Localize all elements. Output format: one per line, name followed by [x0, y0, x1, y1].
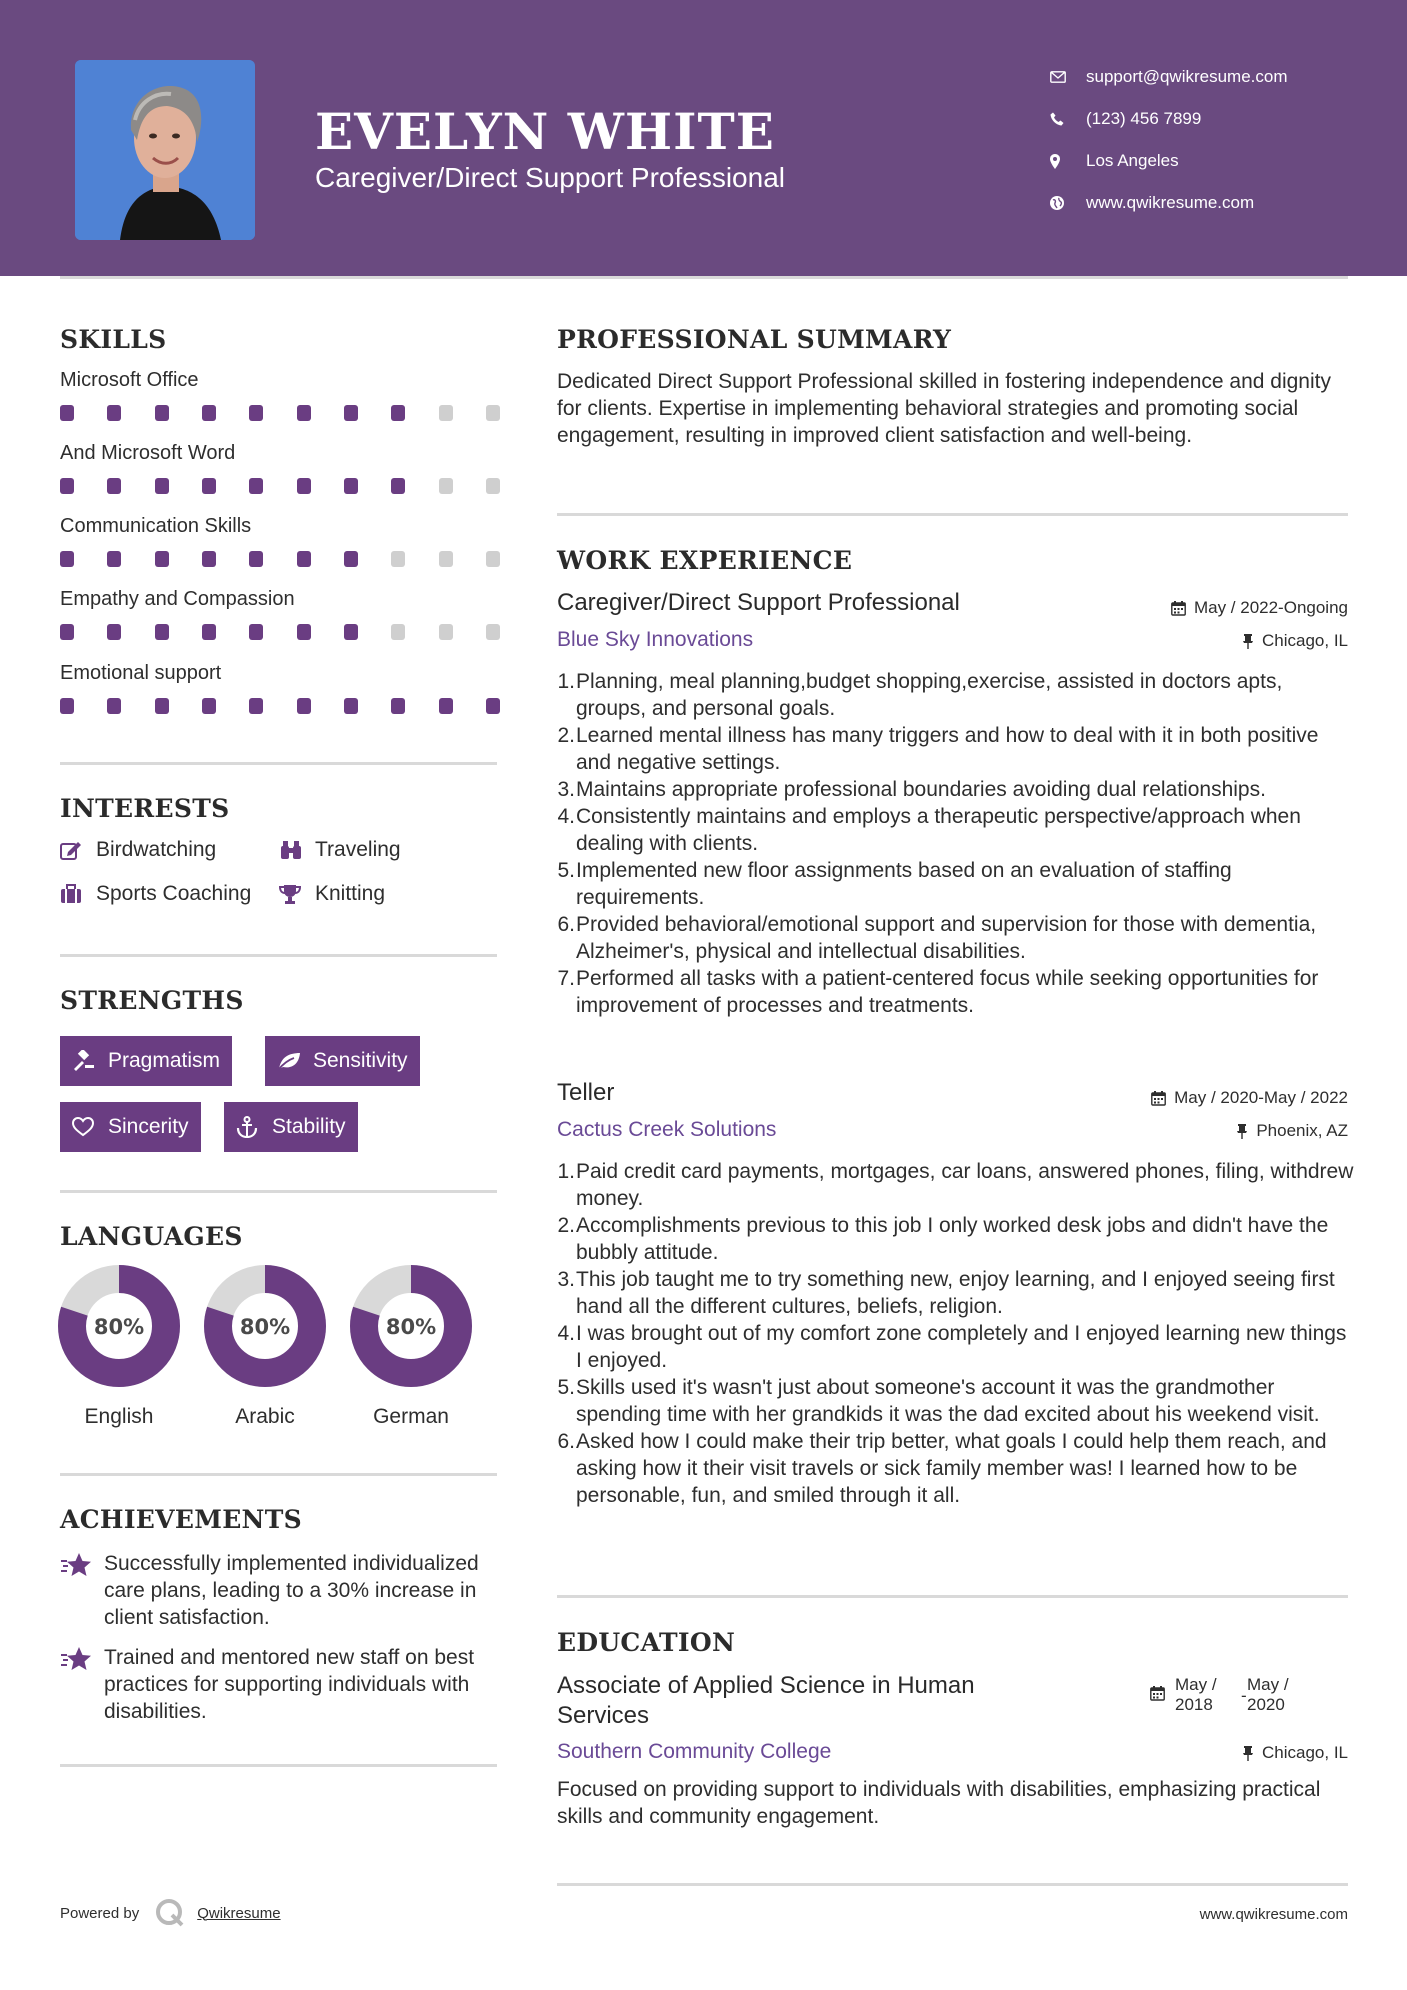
rating-dot-filled — [297, 624, 311, 640]
job-location-text: Chicago, IL — [1262, 631, 1348, 650]
list-item: 5. Skills used it's wasn't just about someone's account it was the grandmother spending time with her grandkids it was the dad excited about his weekend visit. — [557, 1374, 1357, 1428]
rating-dot-filled — [344, 405, 358, 421]
language-progress-ring — [349, 1264, 473, 1388]
rating-dot-filled — [391, 698, 405, 714]
section-divider — [557, 1595, 1348, 1598]
list-item: 2. Learned mental illness has many triggers and how to deal with it in both positive and negative settings. — [557, 722, 1357, 776]
skill-rating — [60, 698, 500, 714]
degree-title — [557, 1671, 975, 1731]
pushpin-icon — [1242, 634, 1254, 649]
footer-url[interactable]: www.qwikresume.com — [1199, 1906, 1348, 1923]
resume-header — [0, 0, 1407, 276]
education-location — [1242, 1743, 1348, 1763]
strength-label: Stability — [272, 1115, 346, 1138]
map-pin-icon — [1050, 154, 1086, 169]
rating-dot-filled — [60, 478, 74, 494]
list-item-text: Paid credit card payments, mortgages, car loans, answered phones, filing, withdrew money. — [576, 1160, 1354, 1210]
job-location — [1236, 1121, 1348, 1141]
qwikresume-logo-icon — [155, 1898, 185, 1928]
calendar-icon — [1171, 601, 1186, 616]
list-item-text: Consistently maintains and employs a therapeutic perspective/approach when dealing with clients. — [576, 805, 1301, 855]
job-date-text: May / 2022-Ongoing — [1193, 598, 1348, 617]
language-item — [349, 1264, 473, 1429]
education-description: Focused on providing support to individuals with disabilities, emphasizing practical skills and community engagement. — [557, 1778, 1321, 1828]
language-progress-ring — [57, 1264, 181, 1388]
skill-rating — [60, 551, 500, 567]
rating-dot-empty — [439, 551, 453, 567]
pushpin-icon — [1236, 1124, 1248, 1139]
list-item: 4. Consistently maintains and employs a therapeutic perspective/approach when dealing with clients. — [557, 803, 1357, 857]
skill-item — [60, 369, 500, 421]
interest-item — [279, 882, 385, 906]
rating-dot-filled — [202, 478, 216, 494]
rating-dot-empty — [439, 478, 453, 494]
language-label: Arabic — [235, 1405, 295, 1428]
education-heading: EDUCATION — [557, 1628, 736, 1657]
star-icon — [60, 1644, 104, 1725]
language-item — [57, 1264, 181, 1429]
contact-list — [1050, 56, 1380, 224]
strengths-heading: STRENGTHS — [60, 986, 244, 1015]
education-end-line: 2020 — [1247, 1695, 1285, 1714]
job-date — [1171, 598, 1348, 618]
section-divider — [557, 513, 1348, 516]
heart-icon — [72, 1117, 108, 1137]
rating-dot-filled — [60, 698, 74, 714]
list-item: 5. Implemented new floor assignments based on an evaluation of staffing requirements. — [557, 857, 1357, 911]
rating-dot-empty — [391, 624, 405, 640]
rating-dot-filled — [249, 478, 263, 494]
rating-dot-filled — [344, 551, 358, 567]
footer-branding — [60, 1898, 281, 1928]
strength-label: Sensitivity — [313, 1049, 408, 1072]
list-item-text: Asked how I could make their trip better, what goals I could help them reach, and asking how it their visit travels or sick family member was! I learned how to be personable, fun, and smiled through it all. — [576, 1430, 1327, 1507]
company-name: Blue Sky Innovations — [557, 628, 754, 651]
list-item: 2. Accomplishments previous to this job I only worked desk jobs and didn't have the bubbly attitude. — [557, 1212, 1357, 1266]
rating-dot-filled — [202, 551, 216, 567]
star-icon — [60, 1550, 104, 1631]
interest-item — [279, 838, 401, 862]
rating-dot-empty — [439, 405, 453, 421]
education-end — [1247, 1675, 1297, 1715]
interest-label: Traveling — [315, 838, 401, 861]
achievement-item — [60, 1644, 510, 1725]
languages-heading: LANGUAGES — [60, 1222, 243, 1251]
strength-label: Pragmatism — [108, 1049, 221, 1072]
degree-title-line: Associate of Applied Science in Human — [557, 1672, 975, 1699]
candidate-name: EVELYN WHITE — [315, 102, 775, 161]
skill-rating — [60, 624, 500, 640]
rating-dot-empty — [486, 624, 500, 640]
candidate-title: Caregiver/Direct Support Professional — [315, 162, 785, 193]
achievement-text: Successfully implemented individualized care plans, leading to a 30% increase in client satisfaction. — [104, 1552, 479, 1629]
achievement-item — [60, 1550, 510, 1631]
contact-website-text: www.qwikresume.com — [1086, 193, 1255, 212]
rating-dot-filled — [155, 698, 169, 714]
job-location — [1242, 631, 1348, 651]
language-label: German — [373, 1405, 449, 1428]
interest-label: Birdwatching — [96, 838, 217, 861]
contact-phone[interactable] — [1050, 98, 1380, 140]
skill-name: And Microsoft Word — [60, 442, 236, 464]
list-item: 4. I was brought out of my comfort zone completely and I enjoyed learning new things I enjoyed. — [557, 1320, 1357, 1374]
interest-item — [60, 838, 216, 862]
rating-dot-filled — [249, 551, 263, 567]
skill-name: Microsoft Office — [60, 369, 199, 391]
rating-dot-filled — [486, 698, 500, 714]
strength-tag — [60, 1102, 201, 1152]
strength-tag — [224, 1102, 358, 1152]
section-divider — [60, 1764, 497, 1767]
language-label: English — [84, 1405, 154, 1428]
rating-dot-filled — [249, 624, 263, 640]
leaf-icon — [277, 1051, 313, 1071]
list-item-text: Planning, meal planning,budget shopping,exercise, assisted in doctors apts, groups, and personal goals. — [576, 670, 1283, 720]
phone-icon — [1050, 112, 1086, 126]
skill-item — [60, 442, 500, 494]
rating-dot-filled — [155, 478, 169, 494]
powered-by-text: Powered by — [60, 1904, 140, 1922]
job-duties-list — [557, 1158, 1357, 1509]
list-item-text: Performed all tasks with a patient-centered focus while seeking opportunities for improvement of processes and treatments. — [576, 967, 1319, 1017]
list-item-text: Skills used it's wasn't just about someone's account it was the grandmother spending time with her grandkids it was the dad excited about his weekend visit. — [576, 1376, 1320, 1426]
trophy-icon — [279, 884, 315, 904]
job-title: Caregiver/Direct Support Professional — [557, 589, 960, 616]
job-date-text: May / 2020-May / 2022 — [1174, 1088, 1348, 1107]
summary-text: Dedicated Direct Support Professional skilled in fostering independence and dignity for clients. Expertise in implementing behavioral strategies and promoting social engagement, resulting in improved client satisfaction and well-being. — [557, 370, 1331, 447]
language-percent: 80% — [93, 1315, 145, 1339]
skill-item — [60, 588, 500, 640]
calendar-icon — [1151, 1091, 1166, 1106]
rating-dot-filled — [297, 698, 311, 714]
rating-dot-filled — [107, 405, 121, 421]
list-item-text: Learned mental illness has many triggers and how to deal with it in both positive and negative settings. — [576, 724, 1319, 774]
briefcase-icon — [60, 884, 96, 904]
job-duties-list — [557, 668, 1357, 1019]
rating-dot-filled — [439, 698, 453, 714]
interests-heading: INTERESTS — [60, 794, 230, 823]
rating-dot-filled — [155, 624, 169, 640]
strength-tag — [265, 1036, 420, 1086]
rating-dot-filled — [391, 478, 405, 494]
envelope-icon — [1050, 71, 1086, 83]
rating-dot-filled — [107, 698, 121, 714]
list-item: 1. Paid credit card payments, mortgages, car loans, answered phones, filing, withdrew money. — [557, 1158, 1357, 1212]
rating-dot-filled — [155, 405, 169, 421]
qwikresume-link[interactable]: Qwikresume — [197, 1904, 281, 1922]
contact-location — [1050, 140, 1380, 182]
rating-dot-filled — [107, 478, 121, 494]
school-name: Southern Community College — [557, 1740, 832, 1763]
rating-dot-filled — [202, 405, 216, 421]
strength-label: Sincerity — [108, 1115, 189, 1138]
list-item: 6. Asked how I could make their trip better, what goals I could help them reach, and asking how it their visit travels or sick family member was! I learned how to be personable, fun, and smiled through it all. — [557, 1428, 1357, 1509]
language-percent: 80% — [385, 1315, 437, 1339]
list-item-text: Implemented new floor assignments based on an evaluation of staffing requirements. — [576, 859, 1232, 909]
section-divider — [557, 1883, 1348, 1886]
skill-rating — [60, 405, 500, 421]
list-item-text: Provided behavioral/emotional support and supervision for those with dementia, Alzheimer's, physical and intellectual disabilities. — [576, 913, 1317, 963]
pencil-square-icon — [60, 840, 96, 860]
list-item: 7. Performed all tasks with a patient-centered focus while seeking opportunities for improvement of processes and treatments. — [557, 965, 1357, 1019]
strength-tag — [60, 1036, 232, 1086]
section-divider — [60, 1190, 497, 1193]
list-item-text: Accomplishments previous to this job I only worked desk jobs and didn't have the bubbly attitude. — [576, 1214, 1329, 1264]
rating-dot-filled — [107, 624, 121, 640]
profile-photo — [75, 60, 255, 240]
rating-dot-empty — [439, 624, 453, 640]
contact-phone-text: (123) 456 7899 — [1086, 109, 1202, 128]
rating-dot-filled — [249, 405, 263, 421]
rating-dot-filled — [60, 551, 74, 567]
job-date — [1151, 1088, 1348, 1108]
header-divider — [60, 276, 1348, 279]
contact-website[interactable] — [1050, 182, 1380, 224]
education-dates — [1150, 1675, 1297, 1715]
job-location-text: Phoenix, AZ — [1256, 1121, 1348, 1140]
pushpin-icon — [1242, 1746, 1254, 1761]
interest-item — [60, 882, 251, 906]
rating-dot-empty — [486, 478, 500, 494]
rating-dot-empty — [486, 405, 500, 421]
contact-email-text: support@qwikresume.com — [1086, 67, 1288, 86]
rating-dot-filled — [155, 551, 169, 567]
list-item: 3. Maintains appropriate professional boundaries avoiding dual relationships. — [557, 778, 1266, 801]
portrait-image — [75, 60, 255, 240]
skill-name: Empathy and Compassion — [60, 588, 295, 610]
company-name: Cactus Creek Solutions — [557, 1118, 777, 1141]
interest-label: Knitting — [315, 882, 386, 905]
education-location-text: Chicago, IL — [1262, 1743, 1348, 1762]
skills-heading: SKILLS — [60, 325, 167, 354]
rating-dot-filled — [60, 405, 74, 421]
achievement-text: Trained and mentored new staff on best practices for supporting individuals with disabilities. — [104, 1646, 475, 1723]
date-separator: - — [1241, 1686, 1247, 1705]
list-item-text: Maintains appropriate professional boundaries avoiding dual relationships. — [576, 778, 1266, 801]
section-divider — [60, 762, 497, 765]
section-divider — [60, 1473, 497, 1476]
list-item-text: I was brought out of my comfort zone completely and I enjoyed learning new things I enjoyed. — [576, 1322, 1347, 1372]
rating-dot-filled — [344, 698, 358, 714]
interest-label: Sports Coaching — [96, 882, 252, 905]
achievements-heading: ACHIEVEMENTS — [60, 1505, 302, 1534]
contact-location-text: Los Angeles — [1086, 151, 1179, 170]
rating-dot-filled — [202, 624, 216, 640]
rating-dot-filled — [107, 551, 121, 567]
skill-name: Emotional support — [60, 662, 222, 684]
globe-icon — [1050, 196, 1086, 210]
list-item: 1. Planning, meal planning,budget shopping,exercise, assisted in doctors apts, groups, and personal goals. — [557, 668, 1357, 722]
calendar-icon — [1150, 1686, 1165, 1701]
list-item: 3. This job taught me to try something new, enjoy learning, and I enjoyed seeing first hand all the different cultures, beliefs, religion. — [557, 1266, 1357, 1320]
rating-dot-empty — [391, 551, 405, 567]
section-divider — [60, 954, 497, 957]
binoculars-icon — [279, 840, 315, 860]
rating-dot-filled — [60, 624, 74, 640]
language-progress-ring — [203, 1264, 327, 1388]
experience-heading: WORK EXPERIENCE — [557, 546, 853, 575]
rating-dot-filled — [249, 698, 263, 714]
rating-dot-filled — [391, 405, 405, 421]
job-title: Teller — [557, 1079, 615, 1106]
list-item-text: This job taught me to try something new, enjoy learning, and I enjoyed seeing first hand all the different cultures, beliefs, religion. — [576, 1268, 1335, 1318]
education-start-line: 2018 — [1175, 1695, 1213, 1714]
degree-title-line: Services — [557, 1702, 650, 1729]
language-item — [203, 1264, 327, 1429]
rating-dot-filled — [297, 478, 311, 494]
contact-email[interactable] — [1050, 56, 1380, 98]
language-percent: 80% — [239, 1315, 291, 1339]
rating-dot-filled — [344, 478, 358, 494]
education-start — [1175, 1675, 1235, 1715]
skill-item — [60, 515, 500, 567]
summary-heading: PROFESSIONAL SUMMARY — [557, 325, 952, 354]
education-end-line: May / — [1247, 1675, 1289, 1694]
gavel-icon — [72, 1050, 108, 1072]
skill-name: Communication Skills — [60, 515, 252, 537]
skill-item — [60, 662, 500, 714]
rating-dot-filled — [297, 405, 311, 421]
rating-dot-empty — [486, 551, 500, 567]
skill-rating — [60, 478, 500, 494]
list-item: 6. Provided behavioral/emotional support and supervision for those with dementia, Alzheimer's, physical and intellectual disabilities. — [557, 911, 1357, 965]
rating-dot-filled — [344, 624, 358, 640]
education-start-line: May / — [1175, 1675, 1217, 1694]
anchor-icon — [236, 1116, 272, 1138]
rating-dot-filled — [202, 698, 216, 714]
rating-dot-filled — [297, 551, 311, 567]
